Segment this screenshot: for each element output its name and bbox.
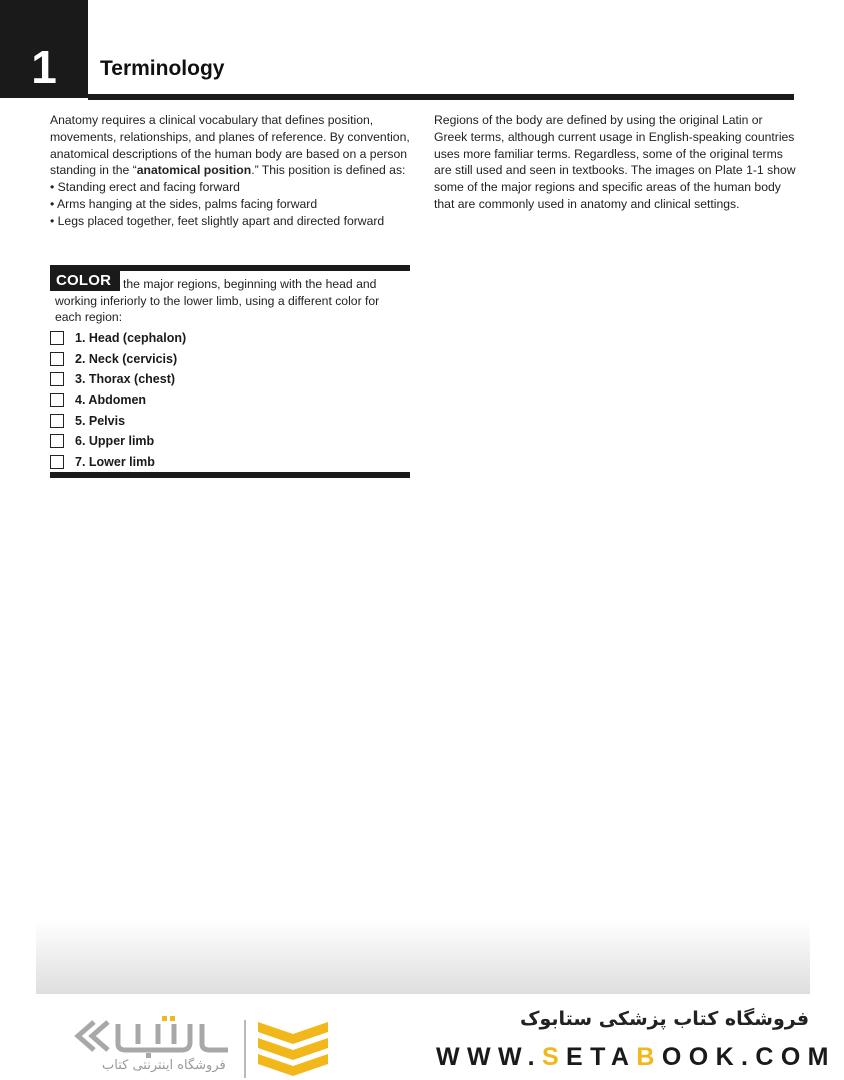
- checkbox[interactable]: [50, 414, 64, 428]
- checkbox[interactable]: [50, 352, 64, 366]
- region-item-thorax: [50, 369, 175, 389]
- region-label: 6. Upper limb: [75, 434, 155, 448]
- checkbox[interactable]: [50, 331, 64, 345]
- region-item-upper-limb: [50, 431, 154, 451]
- intro-column: [50, 112, 410, 230]
- anatomical-position-term: anatomical position: [136, 163, 252, 178]
- checkbox[interactable]: [50, 393, 64, 407]
- regions-paragraph: Regions of the body are defined by using the original Latin or Greek terms, although current usage in English-speaking countries uses more familiar terms. Regardless, some of the original terms are still used and seen in textbooks. The images on Plate 1-1 show some of the major regions and specific areas of the human body that are commonly used in anatomy and clinical settings.: [434, 113, 796, 211]
- logo-wordmark-icon: [72, 1014, 232, 1058]
- region-label: 1. Head (cephalon): [75, 331, 187, 345]
- region-item-head: [50, 328, 186, 348]
- chapter-rule: [88, 94, 794, 100]
- chevron-logo-icon: [254, 1018, 332, 1080]
- region-label: 3. Thorax (chest): [75, 372, 176, 386]
- setabook-logo[interactable]: [72, 1014, 332, 1080]
- list-item: • Standing erect and facing forward: [50, 179, 410, 196]
- footer-fade: [36, 920, 810, 994]
- logo-divider: [244, 1020, 246, 1078]
- region-item-abdomen: [50, 390, 146, 410]
- checkbox[interactable]: [50, 455, 64, 469]
- region-item-lower-limb: [50, 452, 155, 472]
- position-bullet-list: [50, 179, 410, 229]
- region-label: 7. Lower limb: [75, 455, 155, 469]
- region-label: 5. Pelvis: [75, 414, 126, 428]
- region-item-neck: [50, 349, 177, 369]
- list-item: • Arms hanging at the sides, palms facing forward: [50, 196, 410, 213]
- intro-paragraph: Anatomy requires a clinical vocabulary that defines position, movements, relationships, and planes of reference. By convention, anatomical descriptions of the human body are based on a person standing in the “anatomical position.” This position is defined as:: [50, 113, 410, 178]
- region-item-pelvis: [50, 411, 125, 431]
- site-url-link[interactable]: WWW.SETABOOK.COM: [436, 1043, 836, 1071]
- checkbox[interactable]: [50, 372, 64, 386]
- color-instruction: the major regions, beginning with the head and working inferiorly to the lower limb, using a different color for each region:: [55, 277, 380, 325]
- chapter-title: Terminology: [100, 57, 225, 80]
- regions-column: [434, 112, 796, 213]
- region-label: 4. Abdomen: [75, 393, 147, 407]
- color-exercise-box: [50, 265, 410, 479]
- shop-name: فروشگاه کتاب پزشکی ستابوک: [520, 1008, 810, 1030]
- color-tag: COLOR: [50, 271, 120, 291]
- color-box-bottom-rule: [50, 472, 410, 478]
- region-label: 2. Neck (cervicis): [75, 352, 178, 366]
- checkbox[interactable]: [50, 434, 64, 448]
- chapter-number: 1: [0, 0, 88, 98]
- list-item: • Legs placed together, feet slightly apart and directed forward: [50, 213, 410, 230]
- logo-subtitle: فروشگاه اینترنتی کتاب: [102, 1058, 226, 1073]
